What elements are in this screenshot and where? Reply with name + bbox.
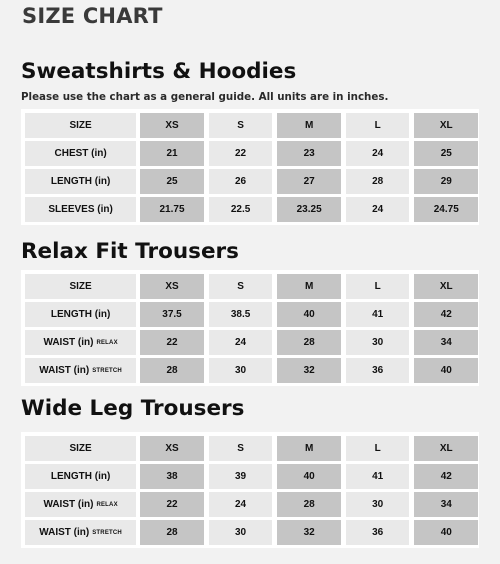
table-header-row bbox=[21, 434, 479, 462]
table-cell: 21 bbox=[140, 141, 204, 166]
row-label bbox=[25, 330, 136, 355]
table-cell: 38 bbox=[140, 464, 204, 489]
column-header: XL bbox=[414, 436, 478, 461]
table-cell: 24 bbox=[346, 197, 410, 222]
table-cell: 41 bbox=[346, 302, 410, 327]
table-cell: 24 bbox=[346, 141, 410, 166]
table-cell: 40 bbox=[414, 358, 478, 383]
table-cell: 22.5 bbox=[209, 197, 273, 222]
column-header: XS bbox=[140, 436, 204, 461]
table-row bbox=[21, 328, 479, 356]
row-label-text: LENGTH (in) bbox=[50, 470, 111, 482]
row-label bbox=[25, 141, 136, 166]
table-cell: 40 bbox=[277, 302, 341, 327]
table-cell: 30 bbox=[346, 330, 410, 355]
table-cell: 24.75 bbox=[414, 197, 478, 222]
page-title: SIZE CHART bbox=[22, 4, 163, 28]
row-label bbox=[25, 169, 136, 194]
table-cell: 24 bbox=[209, 492, 273, 517]
row-label-modifier: RELAX bbox=[96, 501, 118, 508]
table-cell: 30 bbox=[346, 492, 410, 517]
column-header: M bbox=[277, 274, 341, 299]
table-cell: 23.25 bbox=[277, 197, 341, 222]
row-label-modifier: RELAX bbox=[96, 339, 118, 346]
row-label-text: SLEEVES (in) bbox=[48, 203, 113, 215]
section-title-relax-fit-trousers: Relax Fit Trousers bbox=[21, 239, 239, 264]
column-header: XL bbox=[414, 274, 478, 299]
table-cell: 40 bbox=[277, 464, 341, 489]
table-row bbox=[21, 356, 479, 384]
row-label-text: WAIST (in) bbox=[43, 498, 94, 510]
table-header-row bbox=[21, 272, 479, 300]
column-header: M bbox=[277, 436, 341, 461]
table-cell: 28 bbox=[277, 330, 341, 355]
row-label-text: WAIST (in) bbox=[39, 364, 90, 376]
row-label bbox=[25, 197, 136, 222]
row-label bbox=[25, 464, 136, 489]
row-label bbox=[25, 358, 136, 383]
row-label bbox=[25, 492, 136, 517]
table-row bbox=[21, 139, 479, 167]
size-table-wide-leg-trousers bbox=[21, 432, 479, 548]
table-cell: 28 bbox=[140, 520, 204, 545]
size-table-relax-fit-trousers bbox=[21, 270, 479, 386]
column-header: L bbox=[346, 113, 410, 138]
table-cell: 42 bbox=[414, 302, 478, 327]
column-header: XL bbox=[414, 113, 478, 138]
table-cell: 25 bbox=[414, 141, 478, 166]
section-title-sweatshirts: Sweatshirts & Hoodies bbox=[21, 59, 297, 84]
table-cell: 22 bbox=[209, 141, 273, 166]
table-cell: 30 bbox=[209, 520, 273, 545]
table-cell: 36 bbox=[346, 358, 410, 383]
column-header: S bbox=[209, 274, 273, 299]
table-cell: 28 bbox=[346, 169, 410, 194]
section-title-wide-leg-trousers: Wide Leg Trousers bbox=[21, 396, 245, 421]
row-label-text: LENGTH (in) bbox=[50, 308, 111, 320]
table-cell: 30 bbox=[209, 358, 273, 383]
table-row bbox=[21, 300, 479, 328]
table-cell: 37.5 bbox=[140, 302, 204, 327]
table-cell: 41 bbox=[346, 464, 410, 489]
row-label-text: WAIST (in) bbox=[43, 336, 94, 348]
table-cell: 40 bbox=[414, 520, 478, 545]
table-cell: 28 bbox=[277, 492, 341, 517]
column-header: XS bbox=[140, 274, 204, 299]
column-header: S bbox=[209, 436, 273, 461]
table-cell: 38.5 bbox=[209, 302, 273, 327]
row-label bbox=[25, 302, 136, 327]
table-row bbox=[21, 195, 479, 223]
table-cell: 42 bbox=[414, 464, 478, 489]
table-cell: 27 bbox=[277, 169, 341, 194]
table-cell: 36 bbox=[346, 520, 410, 545]
column-header: L bbox=[346, 436, 410, 461]
row-label-modifier: STRETCH bbox=[92, 529, 122, 536]
table-cell: 21.75 bbox=[140, 197, 204, 222]
table-cell: 24 bbox=[209, 330, 273, 355]
column-header: SIZE bbox=[25, 274, 136, 299]
column-header: L bbox=[346, 274, 410, 299]
table-cell: 39 bbox=[209, 464, 273, 489]
row-label-text: WAIST (in) bbox=[39, 526, 90, 538]
table-cell: 25 bbox=[140, 169, 204, 194]
row-label-text: LENGTH (in) bbox=[50, 175, 111, 187]
table-cell: 32 bbox=[277, 358, 341, 383]
column-header: M bbox=[277, 113, 341, 138]
column-header: XS bbox=[140, 113, 204, 138]
table-cell: 34 bbox=[414, 330, 478, 355]
table-cell: 22 bbox=[140, 492, 204, 517]
table-row bbox=[21, 167, 479, 195]
table-cell: 23 bbox=[277, 141, 341, 166]
column-header: S bbox=[209, 113, 273, 138]
table-row bbox=[21, 490, 479, 518]
table-cell: 26 bbox=[209, 169, 273, 194]
table-row bbox=[21, 462, 479, 490]
table-cell: 28 bbox=[140, 358, 204, 383]
table-row bbox=[21, 518, 479, 546]
table-cell: 22 bbox=[140, 330, 204, 355]
row-label bbox=[25, 520, 136, 545]
row-label-text: CHEST (in) bbox=[54, 147, 107, 159]
row-label-modifier: STRETCH bbox=[92, 367, 122, 374]
table-cell: 32 bbox=[277, 520, 341, 545]
size-table-sweatshirts bbox=[21, 109, 479, 225]
chart-guide-note: Please use the chart as a general guide. All units are in inches. bbox=[21, 91, 389, 103]
table-cell: 29 bbox=[414, 169, 478, 194]
table-header-row bbox=[21, 111, 479, 139]
column-header: SIZE bbox=[25, 436, 136, 461]
table-cell: 34 bbox=[414, 492, 478, 517]
column-header: SIZE bbox=[25, 113, 136, 138]
